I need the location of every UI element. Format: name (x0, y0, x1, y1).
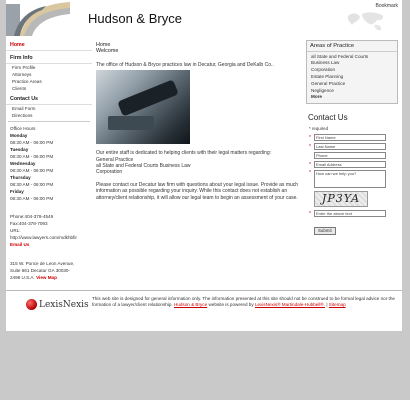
nav-email-form[interactable]: Email Form (12, 106, 36, 111)
disclaimer-text: This web site is designed for general information only. The information presented at this site should not be construed to be formal legal advice nor the formation of a lawyer/client relationship. (92, 296, 395, 307)
hours-time: 08:30 AM - 06:00 PM (10, 140, 54, 145)
left-sidebar (6, 40, 92, 203)
nav-directions[interactable]: Directions (12, 113, 33, 118)
nav-practice-areas[interactable]: Practice Areas (12, 79, 42, 84)
header-swoosh-graphic (6, 0, 70, 36)
office-hours-label: Office Hours (10, 126, 36, 131)
message-field[interactable]: How can we help you? (314, 170, 386, 188)
footer (6, 290, 402, 331)
first-name-field[interactable]: First Name (314, 134, 386, 141)
header (6, 0, 402, 36)
hours-day: Wednesday (10, 161, 36, 166)
right-sidebar (306, 40, 398, 235)
address-line: 315 W. Ponce de Leon Avenue, (10, 261, 75, 266)
bookmark-link[interactable]: Bookmark (375, 3, 398, 9)
practice-line: Corporation (96, 169, 123, 176)
phone-number: Phone:404-378-4549 (10, 214, 54, 219)
captcha-field[interactable]: Enter the above text (314, 210, 386, 217)
firm-title: Hudson & Bryce (88, 11, 182, 26)
practice-line: all State and Federal Courts Business Law (96, 163, 191, 170)
contact-paragraph: Please contact our Decatur law firm with questions about your legal issue. Provide as much information as possible regarding your inquiry. While this contact does not establish an attorney/client relationship, it will allow our legal team to begin an assessment of your case. (96, 181, 299, 201)
view-map-link[interactable]: View Map (36, 275, 57, 280)
submit-button[interactable]: Submit (314, 227, 336, 235)
last-name-field[interactable]: Last Name (314, 143, 386, 150)
address-line: Suite 661 Decatur GA 30030- (10, 268, 71, 273)
nav-attorneys[interactable]: Attorneys (12, 72, 32, 77)
required-star: * (309, 170, 311, 177)
practice-area-link[interactable]: Business Law (311, 60, 340, 66)
powered-text: website is powered by (208, 302, 254, 307)
hours-day: Friday (10, 189, 24, 194)
nav-firm-info[interactable]: Firm Info (6, 53, 92, 64)
areas-of-practice-title: Areas of Practice (307, 41, 397, 52)
breadcrumb[interactable]: Home (96, 42, 111, 48)
url-link[interactable]: http://www.lawyers.com/mdkhbfir (10, 235, 77, 240)
required-star: * (309, 161, 311, 168)
hours-time: 08:30 AM - 06:00 PM (10, 168, 54, 173)
nav-home[interactable]: Home (6, 40, 92, 51)
sidebar-divider (8, 121, 90, 122)
phone-field[interactable]: Phone (314, 152, 386, 159)
fax-number: Fax:404-378-7093 (10, 221, 48, 226)
more-link[interactable]: More (311, 94, 322, 100)
practice-area-link[interactable]: all State and Federal Courts (311, 53, 369, 59)
required-star: * (309, 134, 311, 141)
hours-time: 08:30 AM - 06:00 PM (10, 154, 54, 159)
lexisnexis-globe-icon (26, 299, 37, 310)
lexisnexis-link[interactable]: LexisNexis® Martindale-Hubbell®. (254, 302, 326, 307)
world-map-graphic (344, 8, 390, 34)
staff-text: Our entire staff is dedicated to helping clients with their legal matters regarding: (96, 150, 271, 157)
email-us-link[interactable]: Email Us (10, 242, 30, 247)
practice-area-link[interactable]: Estate Planning (311, 73, 344, 79)
nav-firm-profile[interactable]: Firm Profile (12, 65, 36, 70)
practice-area-link[interactable]: Corporation (311, 67, 336, 73)
practice-line: General Practice (96, 156, 134, 163)
hours-day: Thursday (10, 175, 31, 180)
contact-form-title: Contact Us (308, 113, 348, 123)
practice-area-link[interactable]: Negligence (311, 87, 334, 93)
hours-day: Tuesday (10, 147, 29, 152)
intro-text: The office of Hudson & Bryce practices law in Decatur, Georgia and DeKalb Co.. (96, 61, 274, 68)
sitemap-link[interactable]: Sitemap (328, 302, 346, 307)
page-title: Welcome (96, 48, 119, 55)
areas-of-practice-box (306, 40, 398, 104)
practice-area-link[interactable]: General Practice (311, 80, 346, 86)
footer-separator: | (326, 302, 328, 307)
footer-disclaimer (92, 296, 400, 308)
center-column (96, 42, 304, 201)
main-content (6, 36, 402, 290)
email-field[interactable]: Email Address (314, 161, 386, 168)
lexisnexis-logo-text: LexisNexis (39, 299, 89, 310)
nav-contact-us[interactable]: Contact Us (6, 94, 92, 105)
office-hours (6, 124, 92, 203)
hours-day: Monday (10, 133, 28, 138)
required-star: * (309, 143, 311, 150)
captcha-image: JP3YA (314, 191, 368, 207)
hours-time: 08:30 AM - 06:00 PM (10, 182, 54, 187)
hours-time: 08:30 AM - 06:00 PM (10, 196, 54, 201)
lexisnexis-logo[interactable] (26, 299, 89, 310)
firm-link[interactable]: Hudson & Bryce (173, 302, 208, 307)
contact-info (10, 213, 94, 248)
url-label: URL: (10, 228, 21, 233)
address-block (10, 260, 94, 281)
address-line: 2498 U.S.A. (10, 275, 35, 280)
required-star: * (309, 210, 311, 217)
nav-clients[interactable]: Clients (12, 86, 27, 91)
gavel-photo (96, 70, 190, 144)
contact-form (309, 126, 398, 235)
required-note: * required (309, 126, 329, 132)
